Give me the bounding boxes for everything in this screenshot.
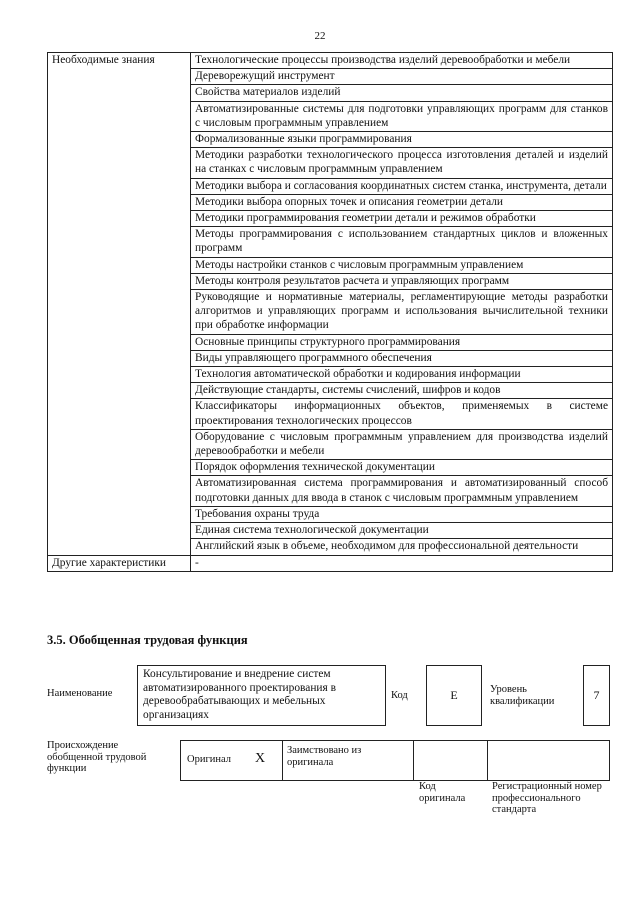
reg-number-caption: Регистрационный номер профессионального стандарта — [492, 781, 602, 815]
origin-label: Происхождение обобщенной трудовой функции — [47, 740, 147, 774]
code-box — [426, 665, 482, 726]
name-label: Наименование — [47, 688, 113, 699]
knowledge-item: Методики программирования геометрии детали и режимов обработки — [191, 211, 613, 227]
origin-code-cell — [414, 741, 488, 780]
function-name-box — [137, 665, 386, 726]
knowledge-item: Методы программирования с использованием стандартных циклов и вложенных программ — [191, 227, 613, 257]
function-name-value: Консультирование и внедрение систем автоматизированного проектирования в деревообрабатывающих и мебельных организациях — [143, 668, 336, 721]
knowledge-item: Технологические процессы производства изделий деревообработки и мебели — [191, 53, 613, 69]
level-label: Уровень квалификации — [490, 684, 555, 707]
knowledge-item: Оборудование с числовым программным управлением для производства изделий деревообработки и мебели — [191, 429, 613, 459]
knowledge-item: Английский язык в объеме, необходимом для профессиональной деятельности — [191, 539, 613, 555]
original-mark: X — [255, 751, 266, 766]
code-label: Код — [391, 690, 408, 701]
original-label: Оригинал — [187, 754, 231, 765]
table-row — [48, 53, 613, 69]
knowledge-item: Методы настройки станков с числовым программным управлением — [191, 257, 613, 273]
other-value: - — [191, 555, 613, 571]
other-label: Другие характеристики — [48, 555, 191, 571]
knowledge-item: Методы контроля результатов расчета и управляющих программ — [191, 273, 613, 289]
knowledge-item: Формализованные языки программирования — [191, 132, 613, 148]
code-value: E — [450, 688, 458, 702]
knowledge-item: Основные принципы структурного программирования — [191, 334, 613, 350]
knowledge-item: Методики выбора и согласования координатных систем станка, инструмента, детали — [191, 178, 613, 194]
knowledge-label: Необходимые знания — [48, 53, 191, 556]
knowledge-item: Дереворежущий инструмент — [191, 69, 613, 85]
knowledge-item: Методики разработки технологического процесса изготовления деталей и изделий на станках с числовым программным управлением — [191, 148, 613, 178]
origin-original-cell — [181, 741, 283, 780]
knowledge-item: Автоматизированная система программирования и автоматизированный способ подготовки данных для ввода в станок с числовым программным управлением — [191, 476, 613, 506]
knowledge-item: Порядок оформления технической документации — [191, 460, 613, 476]
origin-regnum-cell — [488, 741, 609, 780]
knowledge-item: Виды управляющего программного обеспечения — [191, 350, 613, 366]
page-number: 22 — [314, 30, 326, 42]
knowledge-item: Руководящие и нормативные материалы, регламентирующие методы разработки алгоритмов и управляющих программ и использования вычислительной техники при обработке информации — [191, 290, 613, 335]
knowledge-item: Свойства материалов изделий — [191, 85, 613, 101]
knowledge-item: Классификаторы информационных объектов, применяемых в системе проектирования технологических процессов — [191, 399, 613, 429]
section-heading: 3.5. Обобщенная трудовая функция — [47, 633, 248, 647]
level-box — [583, 665, 610, 726]
knowledge-item: Технология автоматической обработки и кодирования информации — [191, 367, 613, 383]
origin-row — [180, 740, 610, 781]
knowledge-item: Единая система технологической документации — [191, 523, 613, 539]
origin-borrowed-cell — [283, 741, 414, 780]
borrowed-label: Заимствовано из оригинала — [287, 745, 362, 768]
table-row — [48, 555, 613, 571]
knowledge-item: Требования охраны труда — [191, 506, 613, 522]
knowledge-item: Действующие стандарты, системы счислений, шифров и кодов — [191, 383, 613, 399]
knowledge-table — [47, 52, 613, 572]
level-value: 7 — [593, 688, 600, 702]
knowledge-item: Автоматизированные системы для подготовки управляющих программ для станков с числовым программным управлением — [191, 101, 613, 131]
code-original-caption: Код оригинала — [419, 781, 466, 804]
knowledge-item: Методики выбора опорных точек и описания геометрии детали — [191, 194, 613, 210]
